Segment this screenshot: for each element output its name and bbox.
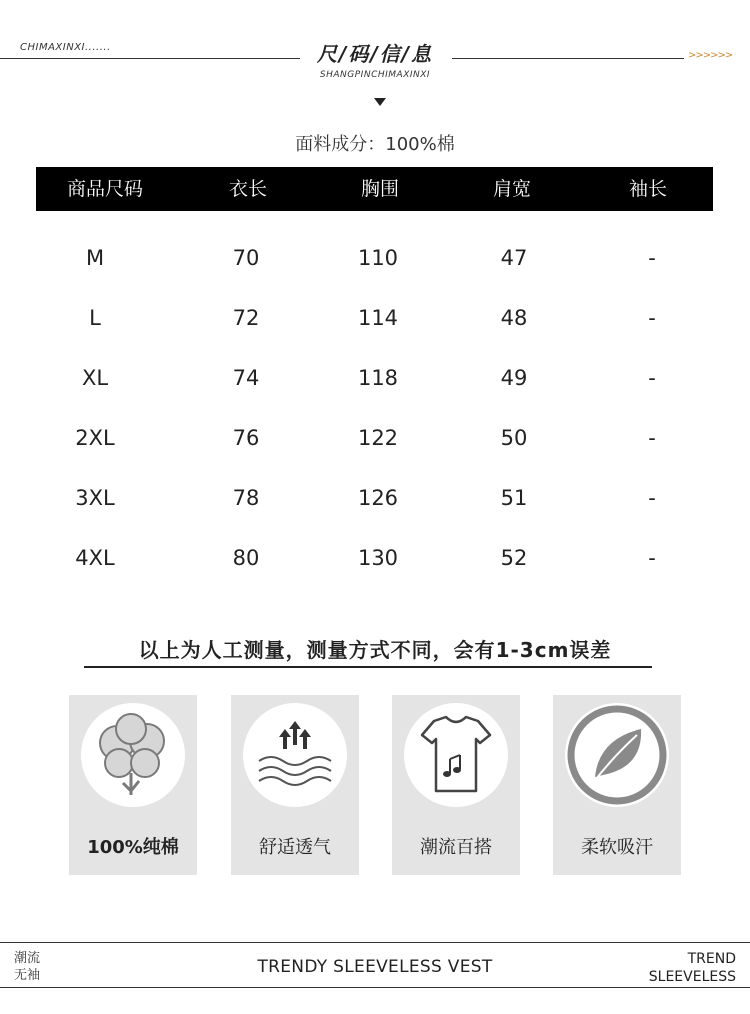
header-right-rule [452, 58, 684, 59]
feature-card-soft [553, 695, 681, 875]
measurement-note: 以上为人工测量，测量方式不同，会有1-3cm误差 [138, 638, 612, 662]
cell-shoulder: 51 [500, 486, 528, 510]
cell-length: 70 [232, 246, 260, 270]
tshirt-icon [404, 703, 508, 807]
cell-chest: 114 [357, 306, 399, 330]
feature-label: 100%纯棉 [87, 837, 179, 858]
header-left-rule [0, 58, 300, 59]
footer-right-line2: SLEEVELESS [648, 969, 736, 985]
footer-left-line2: 无袖 [14, 968, 41, 983]
cell-shoulder: 49 [500, 366, 528, 390]
down-triangle-icon [374, 98, 386, 106]
cell-size: L [89, 306, 101, 330]
cell-sleeve: - [648, 246, 656, 270]
size-table-header [36, 167, 713, 211]
header-arrows: >>>>>> [688, 50, 733, 61]
breathable-icon [243, 703, 347, 807]
cell-chest: 110 [357, 246, 399, 270]
th-sleeve: 袖长 [628, 178, 667, 200]
cell-chest: 122 [357, 426, 399, 450]
cell-size: 3XL [75, 486, 115, 510]
leaf-icon [565, 703, 669, 807]
cell-sleeve: - [648, 366, 656, 390]
cell-chest: 130 [357, 546, 399, 570]
cell-length: 72 [232, 306, 260, 330]
footer-left-line1: 潮流 [14, 951, 41, 966]
cell-length: 78 [232, 486, 260, 510]
fabric-composition: 面料成分：100%棉 [295, 134, 455, 155]
note-underline [84, 666, 652, 668]
cell-shoulder: 50 [500, 426, 528, 450]
cell-size: 2XL [75, 426, 115, 450]
th-length: 衣长 [228, 178, 267, 200]
cell-size: XL [81, 366, 109, 390]
footer-top-rule [0, 942, 750, 943]
footer-right-text [600, 950, 736, 986]
cell-length: 76 [232, 426, 260, 450]
th-shoulder: 肩宽 [492, 178, 531, 200]
footer-center-text: TRENDY SLEEVELESS VEST [257, 957, 493, 977]
feature-card-cotton [69, 695, 197, 875]
page-title: 尺/码/信/息 [317, 42, 433, 66]
cell-sleeve: - [648, 426, 656, 450]
th-size: 商品尺码 [66, 178, 143, 200]
feature-card-style [392, 695, 520, 875]
feature-label: 潮流百搭 [420, 837, 492, 858]
cell-sleeve: - [648, 486, 656, 510]
cotton-icon [81, 703, 185, 807]
cell-shoulder: 48 [500, 306, 528, 330]
cell-size: 4XL [75, 546, 115, 570]
cell-length: 74 [232, 366, 260, 390]
cell-chest: 126 [357, 486, 399, 510]
cell-length: 80 [232, 546, 260, 570]
feature-label: 舒适透气 [259, 837, 331, 858]
cell-size: M [85, 246, 105, 270]
cell-sleeve: - [648, 546, 656, 570]
th-chest: 胸围 [360, 178, 399, 200]
footer-right-line1: TREND [687, 951, 736, 967]
cell-shoulder: 52 [500, 546, 528, 570]
page-subtitle: SHANGPINCHIMAXINXI [319, 70, 431, 80]
cell-sleeve: - [648, 306, 656, 330]
header-left-text: CHIMAXINXI....... [20, 42, 111, 53]
cell-chest: 118 [357, 366, 399, 390]
feature-card-breathable [231, 695, 359, 875]
cell-shoulder: 47 [500, 246, 528, 270]
feature-label: 柔软吸汗 [581, 837, 653, 858]
footer-bottom-rule [0, 987, 750, 988]
